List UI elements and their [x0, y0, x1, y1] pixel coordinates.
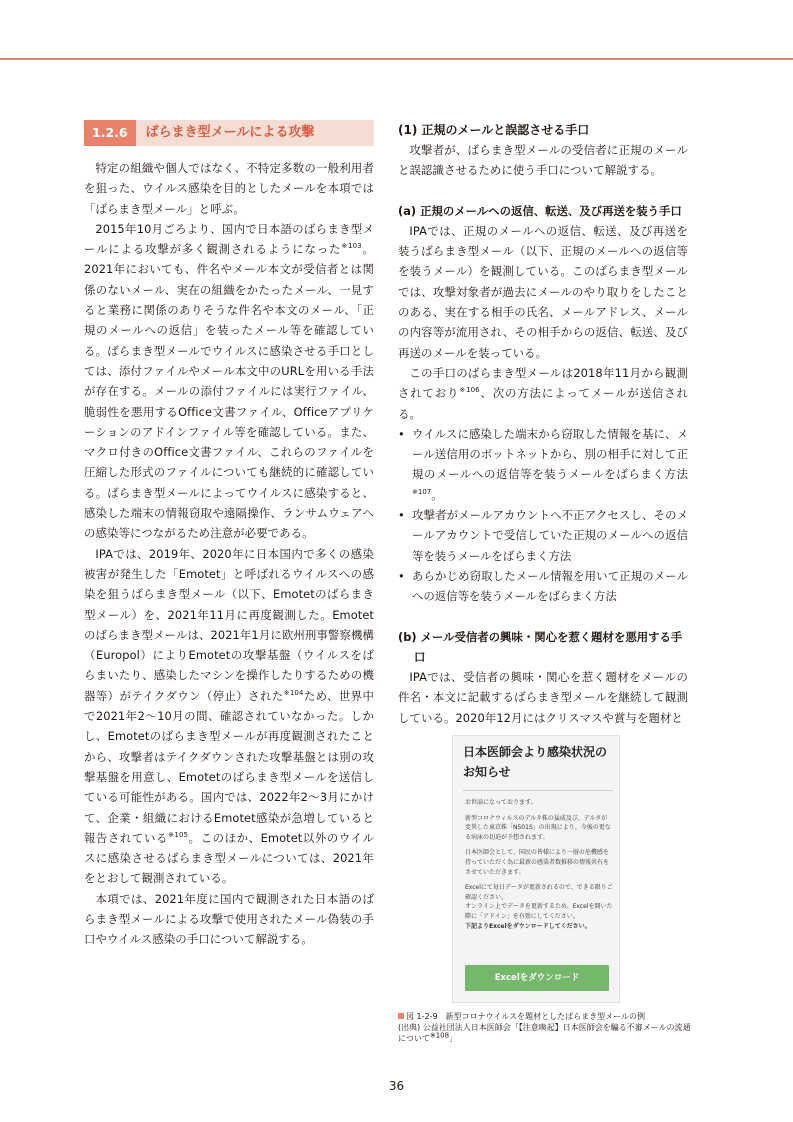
bullet-list: [398, 424, 688, 607]
footnote-ref: ※107: [412, 487, 432, 496]
right-column: [398, 120, 688, 728]
top-rule: [0, 58, 793, 60]
figure-email-title: 日本医師会より感染状況のお知らせ: [463, 745, 608, 779]
paragraph: IPAでは、2019年、2020年に日本国内で多くの感染被害が発生した「Emotet」と呼ばれるウイルスへの感染を狙うばらまき型メール（以下、Emotetのばらまき型メール）を、2021年11月に再度観測した。Emotetのばらまき型メールは、2021年1月に欧州刑事警察機構（Europol）によりEmotetの攻撃基盤（ウイルスをばらまいたり、感染したマシンを操作したりするための機器等）がテイクダウン（停止）された$^{※104}$ため、世界中で2021年2～10月の間、確認されていなかった。しかし、Emotetのばらまき型メールが再度観測されたことから、攻撃者はテイクダウンされた攻撃基盤とは別の攻撃基盤を用意し、Emotetのばらまき型メールを送信している可能性がある。国内では、2022年2～3月にかけて、企業・組織におけるEmotet感染が急増していると報告されている$^{※105}$。このほか、Emotet以外のウイルスに感染させるばらまき型メールについては、2021年をとおして観測されている。: [84, 546, 374, 886]
footnote-ref: ※103: [341, 242, 362, 251]
email-screenshot-figure: [452, 735, 620, 1003]
paragraph: IPAでは、受信者の興味・関心を惹く題材をメールの件名・本文に記載するばらまき型メールを継続して観測している。2020年12月にはクリスマスや賞与を題材と: [398, 670, 688, 725]
figure-email-body: お世話になっております。 新型コロナウィルスのデルタ株の猛威及び、デルタが変異した東京株「N501S」の出現により、今後の更なる病床の切迫が予想されます。 日本医師会として、国民の皆様により一層の危機感を持っていただく為に最新の感染者数推移の情報共有をさせていただきます。 Excelにて毎日データが更新されるので、できる限りご確認ください。 オンライン上でデータを更新するため、Excelを開いた際に「アドイン」を有効にしてください。 下記よりExcelをダウンロードしてください。: [465, 799, 613, 930]
divider: [463, 790, 613, 791]
section-heading: [84, 120, 374, 146]
excel-download-button: Excelをダウンロード: [465, 965, 609, 991]
page-number: 36: [388, 1079, 405, 1093]
paragraph: 本項では、2021年度に国内で観測された日本語のばらまき型メールによる攻撃で使用されたメール偽装の手口やウイルス感染の手口について解説する。: [84, 891, 374, 947]
subsubsection-heading: (b) メール受信者の興味・関心を惹く題材を悪用する手口: [398, 629, 683, 664]
list-item: • 攻撃者がメールアカウントへ不正アクセスし、そのメールアカウントで受信していた正規のメールへの返信等を装うメールをばらまく方法: [398, 505, 688, 566]
footnote-ref: ※108: [429, 1031, 450, 1040]
list-item: • ウイルスに感染した端末から窃取した情報を基に、メール送信用のボットネットから、別の相手に対して正規のメールへの返信等を装うメールをばらまく方法$^{※107}$。: [398, 424, 688, 505]
footnote-ref: ※105: [167, 831, 189, 839]
section-title: ばらまき型メールによる攻撃: [136, 120, 374, 146]
paragraph: 特定の組織や個人ではなく、不特定多数の一般利用者を狙った、ウイルス感染を目的としたメールを本項では「ばらまき型メール」と呼ぶ。: [84, 161, 374, 216]
paragraph: IPAでは、正規のメールへの返信、転送、及び再送を装うばらまき型メール（以下、正規のメールへの返信等を装うメール）を観測している。このばらまき型メールでは、攻撃対象者が過去にメールのやり取りをしたことのある、実在する相手の氏名、メールアドレス、メールの内容等が流用され、その相手からの返信、転送、及び再送のメールを装っている。: [398, 223, 688, 360]
footnote-ref: ※106: [459, 386, 480, 395]
paragraph: 2015年10月ごろより、国内で日本語のばらまき型メールによる攻撃が多く観測されるようになった$^{※103}$。2021年においても、件名やメール本文が受信者とは関係のないメール、実在の組織をかたったメール、一見すると業務に関係のありそうな件名や本文のメール、「正規のメールへの返信」を装ったメール等を確認している。ばらまき型メールでウイルスに感染させる手口としては、添付ファイルやメール本文中のURLを用いる手法が存在する。メールの添付ファイルには実行ファイル、脆弱性を悪用するOffice文書ファイル、Officeアプリケーションのアドインファイル等を確認している。また、マクロ付きのOffice文書ファイル、これらのファイルを圧縮した形式のファイルについても継続的に確認している。ばらまき型メールによってウイルスに感染すると、感染した端末の情報窃取や遠隔操作、ランサムウェアへの感染等につながるため注意が必要である。: [84, 221, 374, 541]
section-number: 1.2.6: [84, 120, 136, 146]
subsubsection-heading: (a) 正規のメールへの返信、転送、及び再送を装う手口: [398, 203, 682, 218]
footnote-ref: ※104: [283, 688, 304, 697]
figure-caption: 図 1-2-9 新型コロナウイルスを題材としたばらまき型メールの例 (出典) 公益社団法人日本医師会「【注意喚起】日本医師会を騙る不審メールの流通について$^{※108}$」: [398, 1012, 691, 1043]
list-item: • あらかじめ窃取したメール情報を用いて正規のメールへの返信等を装うメールをばらまく方法: [398, 566, 688, 607]
caption-marker: [398, 1013, 404, 1019]
paragraph: 攻撃者が、ばらまき型メールの受信者に正規のメールと誤認識させるために使う手口について解説する。: [398, 143, 688, 178]
paragraph: この手口のばらまき型メールは2018年11月から観測されており$^{※106}$、次の方法によってメールが送信される。: [398, 365, 688, 421]
subsection-heading: (1) 正規のメールと誤認させる手口: [398, 123, 590, 137]
left-column: [84, 120, 374, 950]
